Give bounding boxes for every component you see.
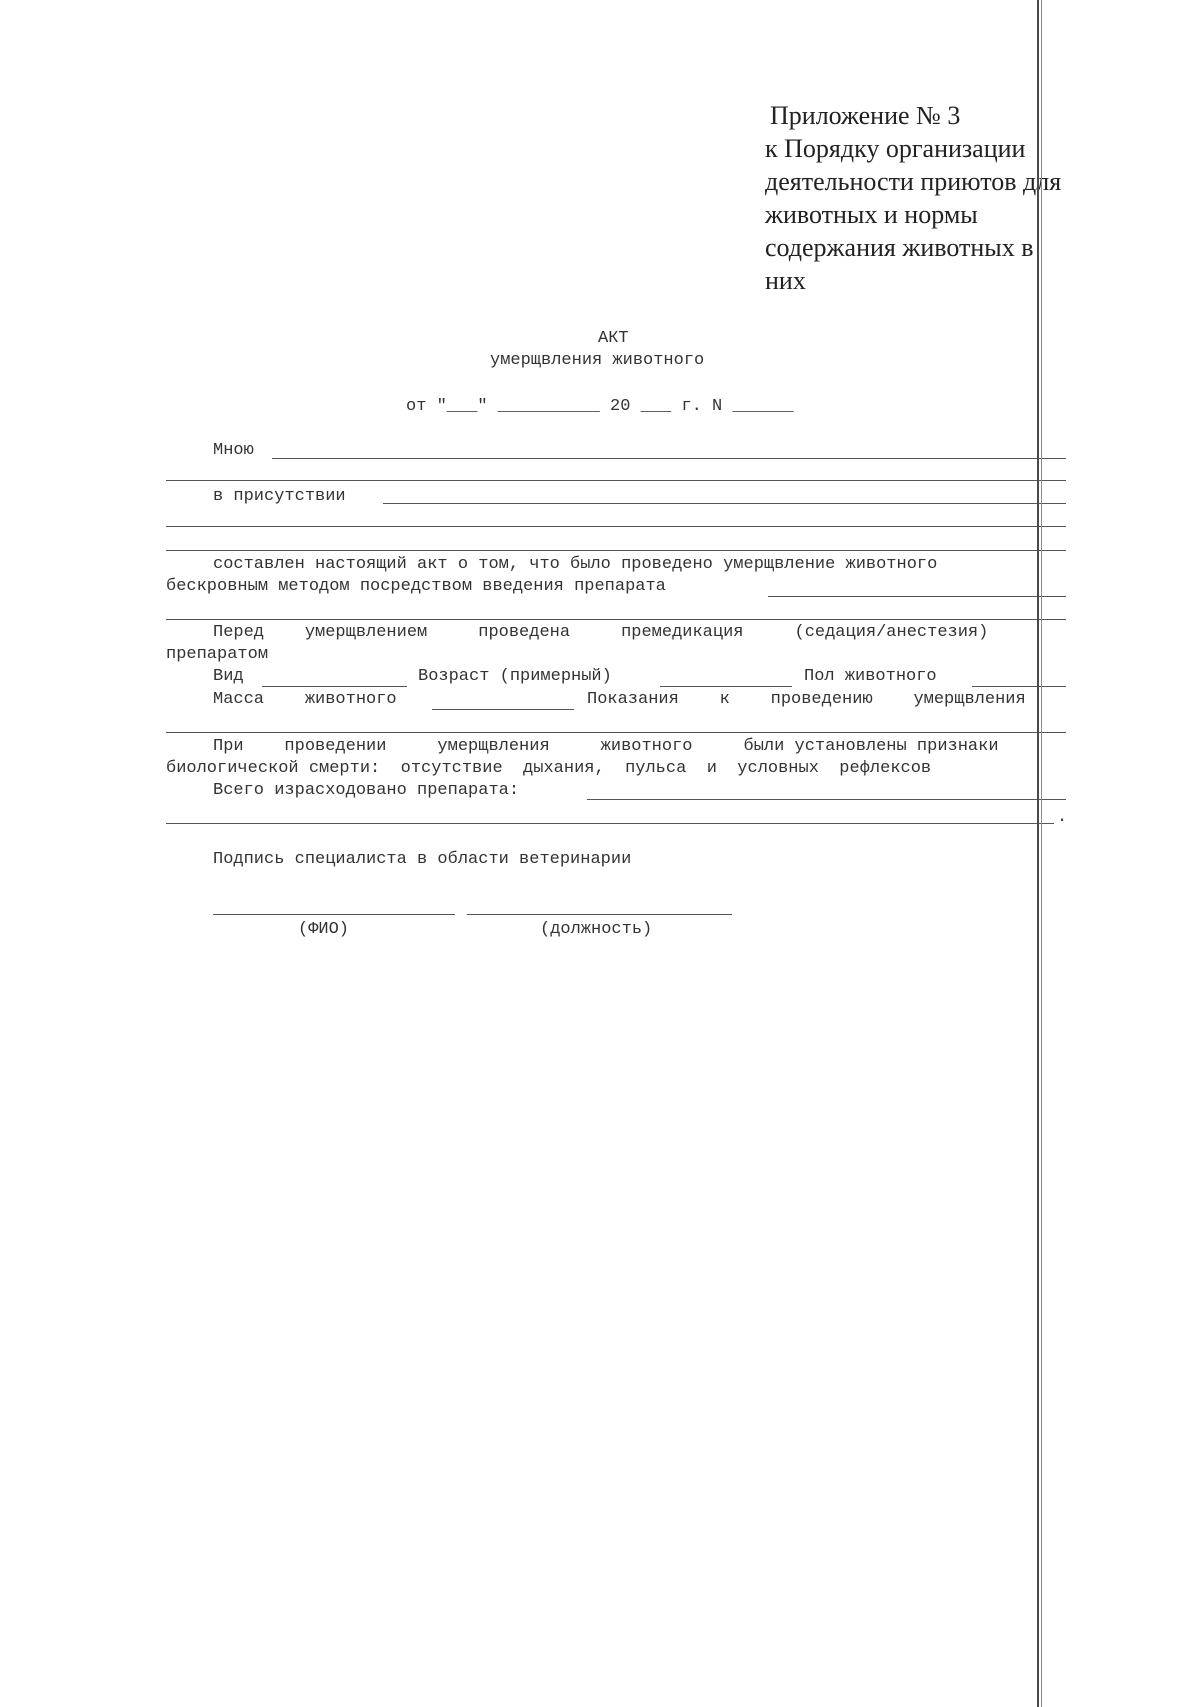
appendix-title: Приложение № 3 [770, 101, 961, 130]
field-line-age [660, 686, 792, 687]
text-premed: Перед умерщвлением проведена премедикация (седация/анестезия) [213, 623, 989, 642]
field-line [166, 480, 1066, 481]
scan-edge-line [1037, 0, 1039, 1707]
final-dot: . [1057, 808, 1068, 827]
appendix-line: животных и нормы [765, 200, 978, 229]
appendix-line: к Порядку организации [765, 134, 1026, 163]
field-line [166, 550, 1066, 551]
text-premed: препаратом [166, 645, 269, 664]
field-line-mass [432, 709, 574, 710]
text-composed: бескровным методом посредством введения препарата [166, 577, 666, 596]
signature-position-caption: (должность) [540, 920, 653, 939]
field-line-total [587, 799, 1066, 800]
scan-edge-line [1041, 0, 1042, 1707]
signature-line-position [467, 914, 732, 915]
signature-fio-caption: (ФИО) [298, 920, 350, 939]
text-composed: составлен настоящий акт о том, что было проведено умерщвление животного [213, 555, 938, 574]
field-line-mnoyu [272, 458, 1066, 459]
label-indications: Показания к проведению умерщвления [587, 690, 1026, 709]
field-line [166, 526, 1066, 527]
signature-line-fio [213, 914, 455, 915]
field-line-sex [972, 686, 1066, 687]
label-mass: Масса животного [213, 690, 397, 709]
label-species: Вид [213, 667, 244, 686]
appendix-line: содержания животных в [765, 233, 1034, 262]
text-death: При проведении умерщвления животного были установлены признаки [213, 737, 999, 756]
field-line [166, 732, 1066, 733]
field-line-presence [383, 503, 1066, 504]
field-line [166, 823, 1054, 824]
label-presence: в присутствии [213, 487, 346, 506]
label-age: Возраст (примерный) [418, 667, 612, 686]
label-sex: Пол животного [804, 667, 937, 686]
appendix-line: деятельности приютов для [765, 167, 1062, 196]
act-date-line: от "___" __________ 20 ___ г. N ______ [406, 397, 794, 416]
appendix-line: них [765, 266, 806, 295]
label-total: Всего израсходовано препарата: [213, 781, 520, 800]
field-line-drug [768, 596, 1066, 597]
act-title: АКТ [598, 329, 629, 348]
signature-label: Подпись специалиста в области ветеринарии [213, 850, 632, 869]
label-mnoyu: Мною [213, 441, 254, 460]
text-death: биологической смерти: отсутствие дыхания, пульса и условных рефлексов [166, 759, 932, 778]
field-line [166, 619, 1066, 620]
field-line-species [262, 686, 407, 687]
act-subtitle: умерщвления животного [490, 351, 705, 370]
